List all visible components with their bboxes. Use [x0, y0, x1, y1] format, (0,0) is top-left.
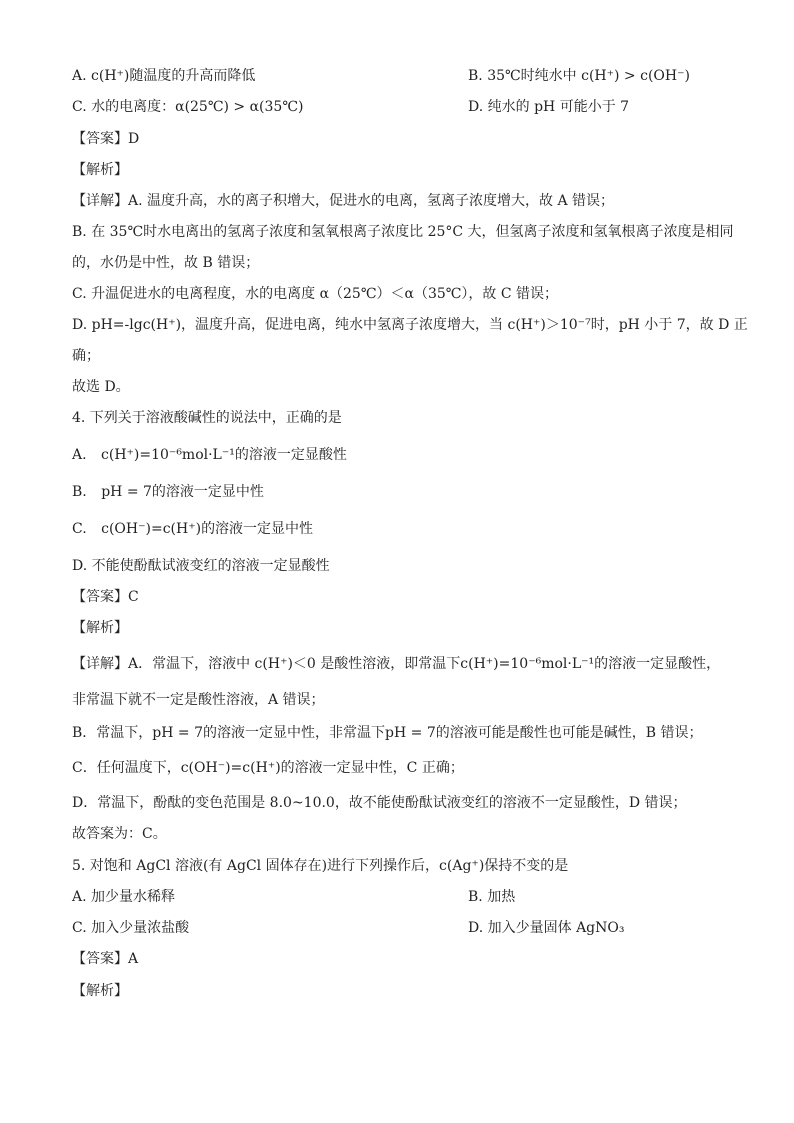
q5-options-row1: [72, 885, 722, 909]
q4-detail-2-text-b: 的溶液一定显中性，非常温下: [203, 725, 386, 741]
q5-option-b: B. 加热: [468, 889, 516, 905]
q4-detail-2-expr-1: pH = 7: [152, 725, 204, 741]
q4-detail-3-text-b: 的溶液一定显中性，C 正确；: [280, 760, 464, 776]
q4-option-a-expr: c(H⁺)=10⁻⁶mol·L⁻¹: [101, 447, 235, 463]
q3-answer: 【答案】D: [72, 131, 140, 147]
q4-detail-3-expr: c(OH⁻)=c(H⁺): [180, 760, 281, 776]
q5-answer: 【答案】A: [72, 951, 139, 967]
q5-stem: 5. 对饱和 AgCl 溶液(有 AgCl 固体存在)进行下列操作后，c(Ag⁺)保持不变的是: [72, 858, 569, 874]
q4-detail-4: D．常温下，酚酞的变色范围是 8.0~10.0，故不能使酚酞试液变红的溶液不一定显酸性，D 错误；: [72, 795, 687, 811]
q4-option-c-expr: c(OH⁻)=c(H⁺): [101, 521, 202, 537]
q4-detail-2: [72, 721, 722, 745]
q3-detail-2a: B. 在 35℃时水电离出的氢离子浓度和氢氧根离子浓度比 25°C 大，但氢离子浓度和氢氧根离子浓度是相同: [72, 224, 734, 240]
q3-detail-1: 【详解】A. 温度升高，水的离子积增大，促进水的电离，氢离子浓度增大，故 A 错误；: [72, 193, 615, 209]
q4-detail-1: [72, 652, 722, 676]
q5-option-d: D. 加入少量固体 AgNO₃: [468, 920, 625, 936]
q4-detail-1-text-b: 的溶液一定显酸性，: [594, 656, 721, 672]
q4-option-a: [72, 443, 722, 467]
q3-options-row2: [72, 95, 722, 119]
q4-stem: 4. 下列关于溶液酸碱性的说法中，正确的是: [72, 410, 342, 426]
q5-options-row2: [72, 916, 722, 940]
q4-detail-1c: 非常温下就不一定是酸性溶液，A 错误；: [72, 692, 325, 708]
q4-option-b-suffix: 的溶液一定显中性: [151, 484, 264, 500]
q4-detail-2-expr-2: pH = 7: [385, 725, 436, 741]
q4-detail-2-text-c: 的溶液可能是酸性也可能是碱性，B 错误；: [435, 725, 703, 741]
q3-detail-2b: 的，水仍是中性，故 B 错误；: [72, 255, 260, 271]
q4-detail-1-text-a: 【详解】A．常温下，溶液中 c(H⁺)＜0 是酸性溶液，即常温下: [72, 656, 461, 672]
q3-options-row1: [72, 64, 722, 88]
q3-option-c: C. 水的电离度：α(25℃) > α(35℃): [72, 99, 304, 115]
q4-detail-3-text-a: C．任何温度下，: [72, 760, 181, 776]
q3-conclusion: 故选 D。: [72, 379, 130, 395]
q4-conclusion: 故答案为：C。: [72, 826, 167, 842]
q3-analysis-label: 【解析】: [72, 162, 128, 178]
q4-option-c-prefix: C.: [72, 521, 87, 537]
q4-option-b-expr: pH = 7: [101, 484, 152, 500]
q4-option-a-suffix: 的溶液一定显酸性: [234, 447, 347, 463]
q4-option-b: [72, 480, 722, 504]
q4-analysis-label: 【解析】: [72, 620, 128, 636]
q4-option-a-prefix: A.: [72, 447, 87, 463]
q3-detail-3: C. 升温促进水的电离程度，水的电离度 α（25℃）＜α（35℃），故 C 错误；: [72, 286, 559, 302]
q4-detail-1-expr: c(H⁺)=10⁻⁶mol·L⁻¹: [460, 656, 595, 672]
q4-detail-2-text-a: B．常温下，: [72, 725, 153, 741]
q3-option-b: B. 35℃时纯水中 c(H⁺) > c(OH⁻): [468, 68, 690, 84]
q5-option-a: A. 加少量水稀释: [72, 889, 176, 905]
q3-detail-4b: 确；: [72, 348, 100, 364]
q4-option-c-suffix: 的溶液一定显中性: [201, 521, 314, 537]
q3-option-a: A. c(H⁺)随温度的升高而降低: [72, 68, 256, 84]
q4-option-b-prefix: B.: [72, 484, 87, 500]
q5-analysis-label: 【解析】: [72, 983, 128, 999]
q4-option-c: [72, 517, 722, 541]
q4-answer: 【答案】C: [72, 589, 139, 605]
q4-detail-3: [72, 756, 722, 780]
q3-option-d: D. 纯水的 pH 可能小于 7: [468, 99, 630, 115]
q5-option-c: C. 加入少量浓盐酸: [72, 920, 190, 936]
q4-option-d: D. 不能使酚酞试液变红的溶液一定显酸性: [72, 558, 330, 574]
q3-detail-4a: D. pH=-lgc(H⁺)，温度升高，促进电离，纯水中氢离子浓度增大，当 c(H⁺)＞10⁻⁷时，pH 小于 7，故 D 正: [72, 317, 748, 333]
